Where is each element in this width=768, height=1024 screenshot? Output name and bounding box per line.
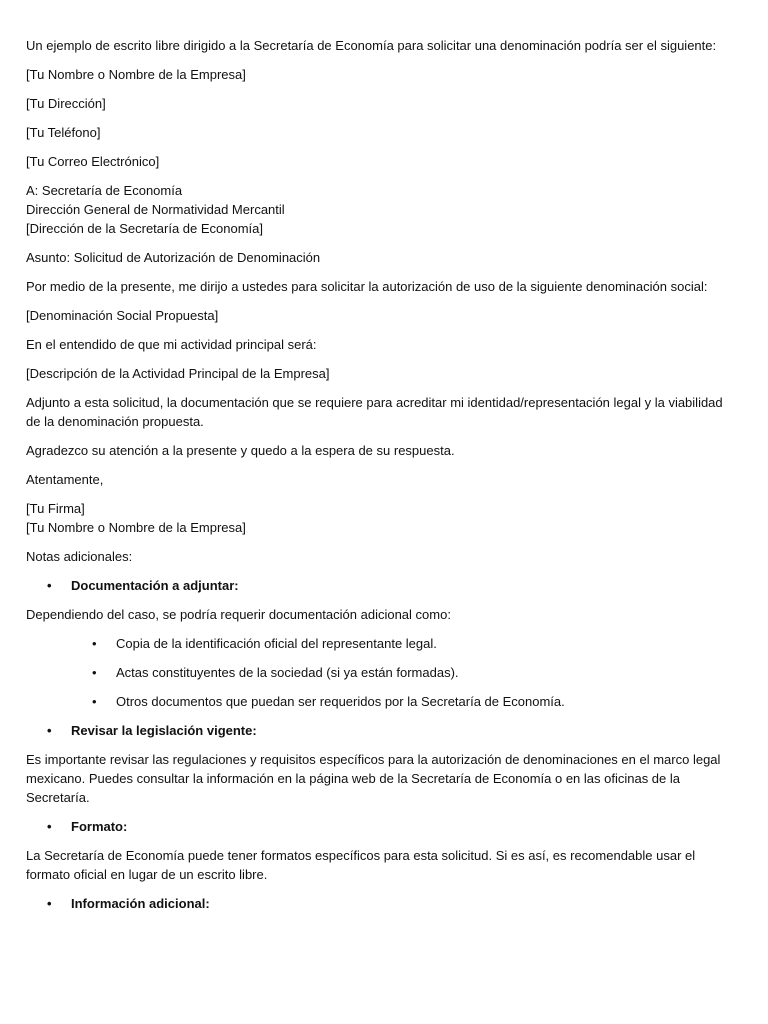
intro-paragraph: Un ejemplo de escrito libre dirigido a la Secretaría de Economía para solicitar una denominación podría ser el siguiente: <box>26 38 717 53</box>
notes-heading: Notas adicionales: <box>26 549 133 564</box>
body-paragraph-1: Por medio de la presente, me dirijo a ustedes para solicitar la autorización de uso de la siguiente denominación social: <box>26 279 708 294</box>
sublist-item: • Copia de la identificación oficial del representante legal. <box>26 634 728 653</box>
signature-line: [Tu Firma] <box>26 501 85 516</box>
body-paragraph-3: Adjunto a esta solicitud, la documentación que se requiere para acreditar mi identidad/representación legal y la viabilidad de la denominación propuesta. <box>26 395 723 429</box>
subject-line: Asunto: Solicitud de Autorización de Denominación <box>26 250 321 265</box>
recipient-block <box>26 181 728 238</box>
sender-email: [Tu Correo Electrónico] <box>26 154 160 169</box>
sender-address: [Tu Dirección] <box>26 96 106 111</box>
activity-description: [Descripción de la Actividad Principal de la Empresa] <box>26 366 330 381</box>
note-item-text: Es importante revisar las regulaciones y requisitos específicos para la autorización de denominaciones en el marco legal mexicano. Puedes consultar la información en la página web de la Secretaría de Economía o en las oficinas de la Secretaría. <box>26 752 721 805</box>
notes-list <box>26 894 728 913</box>
signature-name: [Tu Nombre o Nombre de la Empresa] <box>26 520 246 535</box>
notes-list <box>26 576 728 595</box>
signature-block <box>26 499 728 537</box>
recipient-line-1: A: Secretaría de Economía <box>26 183 183 198</box>
note-item-title: • Revisar la legislación vigente: <box>26 721 728 740</box>
note-item-text: La Secretaría de Economía puede tener formatos específicos para esta solicitud. Si es así, es recomendable usar el formato oficial en lugar de un escrito libre. <box>26 848 696 882</box>
note-item-title: • Formato: <box>26 817 728 836</box>
closing-salutation: Atentamente, <box>26 472 104 487</box>
recipient-line-2: Dirección General de Normatividad Mercantil <box>26 202 285 217</box>
note-item-text: Dependiendo del caso, se podría requerir documentación adicional como: <box>26 607 451 622</box>
body-paragraph-4: Agradezco su atención a la presente y quedo a la espera de su respuesta. <box>26 443 455 458</box>
note-item-title: • Información adicional: <box>26 894 728 913</box>
recipient-line-3: [Dirección de la Secretaría de Economía] <box>26 221 264 236</box>
notes-list <box>26 721 728 740</box>
proposed-name: [Denominación Social Propuesta] <box>26 308 219 323</box>
sublist-item: • Actas constituyentes de la sociedad (si ya están formadas). <box>26 663 728 682</box>
notes-list <box>26 817 728 836</box>
documents-sublist <box>26 634 728 711</box>
body-paragraph-2: En el entendido de que mi actividad principal será: <box>26 337 317 352</box>
note-item-title: • Documentación a adjuntar: <box>26 576 728 595</box>
sender-phone: [Tu Teléfono] <box>26 125 101 140</box>
sender-name: [Tu Nombre o Nombre de la Empresa] <box>26 67 246 82</box>
sublist-item: • Otros documentos que puedan ser requeridos por la Secretaría de Economía. <box>26 692 728 711</box>
